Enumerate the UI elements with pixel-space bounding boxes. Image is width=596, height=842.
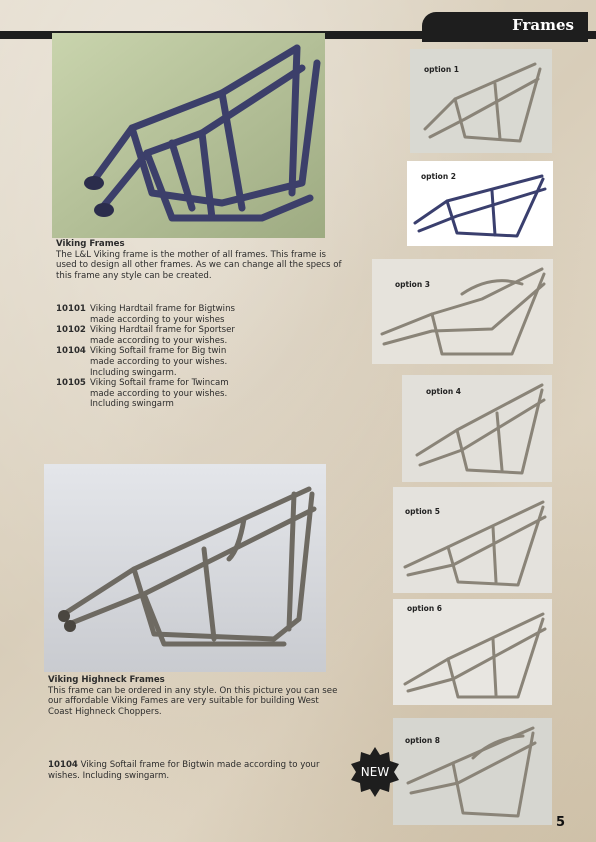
- item-text: Viking Softail frame for Bigtwin made according to your wishes. Including swingarm.: [48, 760, 320, 781]
- item-code: 10105: [56, 378, 86, 389]
- option-5-photo: [393, 487, 552, 593]
- option-8-label: option 8: [405, 736, 440, 745]
- viking-frames-text: [56, 239, 346, 281]
- highneck-frames-description: This frame can be ordered in any style. On this picture you can see our affordable Viking Fames are very suitable for building West Coast Highneck Choppers.: [48, 685, 338, 717]
- option-6-label: option 6: [407, 604, 442, 613]
- list-item: [56, 378, 246, 410]
- viking-frames-list: [56, 304, 246, 410]
- option-2-label: option 2: [421, 172, 456, 181]
- option-6-photo: [393, 599, 552, 705]
- option-8-photo: [393, 718, 552, 825]
- option-4-label: option 4: [426, 387, 461, 396]
- list-item: [56, 346, 246, 378]
- section-title: Frames: [512, 16, 574, 34]
- option-3-label: option 3: [395, 280, 430, 289]
- highneck-item: [48, 760, 338, 781]
- item-code: 10101: [56, 304, 86, 314]
- option-3-photo: [372, 259, 553, 364]
- option-1-label: option 1: [424, 65, 459, 74]
- item-code: 10104: [56, 346, 86, 357]
- list-item: [56, 325, 246, 346]
- viking-frame-photo: [52, 33, 325, 238]
- item-text: Viking Hardtail frame for Sportser made according to your wishes.: [90, 325, 235, 346]
- new-badge-label: NEW: [360, 765, 390, 779]
- option-5-label: option 5: [405, 507, 440, 516]
- viking-frames-heading: Viking Frames: [56, 239, 125, 249]
- item-text: Viking Hardtail frame for Bigtwins made according to your wishes: [90, 304, 235, 325]
- highneck-frames-heading: Viking Highneck Frames: [48, 675, 165, 685]
- item-text: Viking Softail frame for Big twin made according to your wishes. Including swingarm.: [90, 346, 228, 378]
- option-4-photo: [402, 375, 552, 482]
- section-title-tab: [422, 12, 588, 42]
- list-item: [56, 304, 246, 325]
- viking-frames-intro: The L&L Viking frame is the mother of all frames. This frame is used to design all other frames. As we can change all the specs of this frame any style can be created.: [56, 249, 342, 281]
- highneck-frame-photo: [44, 464, 326, 672]
- new-badge: [349, 745, 401, 797]
- item-code: 10102: [56, 325, 86, 336]
- page-number: 5: [555, 815, 565, 830]
- item-code: 10104: [48, 760, 78, 770]
- item-text: Viking Softail frame for Twincam made according to your wishes. Including swingarm: [90, 378, 229, 410]
- highneck-frames-text: [48, 675, 338, 717]
